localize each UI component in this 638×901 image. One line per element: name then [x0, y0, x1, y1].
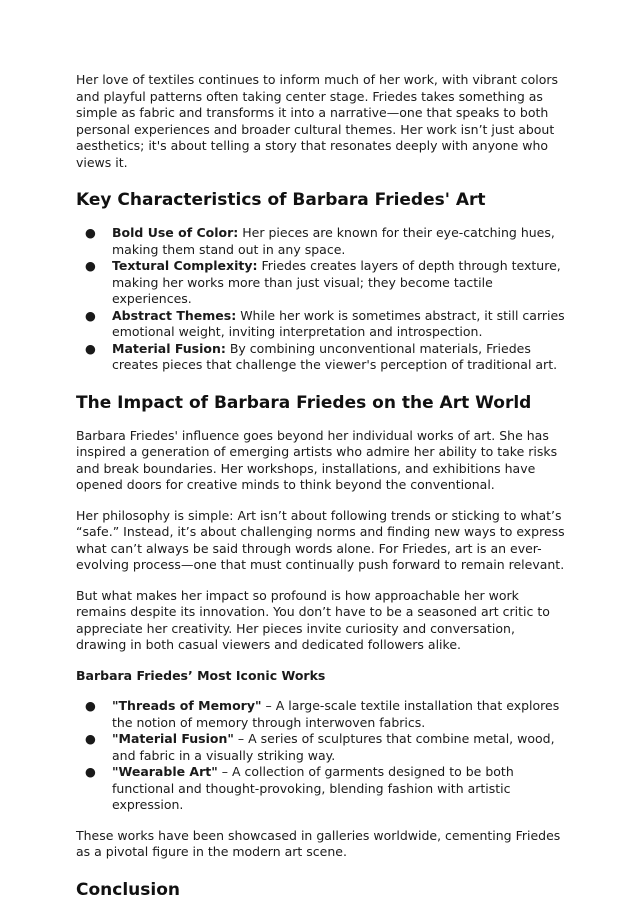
list-item — [85, 764, 568, 814]
bullet-icon: ● — [85, 225, 96, 240]
item-text: While her work is sometimes abstract, it still carries emotional weight, inviting interpretation and introspection. — [112, 307, 565, 339]
iconic-works-heading: Barbara Friedes’ Most Iconic Works — [76, 667, 326, 683]
characteristics-list — [76, 225, 568, 374]
characteristics-heading: Key Characteristics of Barbara Friedes' Art — [76, 190, 486, 210]
list-item — [85, 698, 568, 731]
item-term: "Threads of Memory" — [112, 698, 262, 713]
bullet-icon: ● — [85, 307, 96, 323]
item-text: Her pieces are known for their eye-catching hues, making them stand out in any space. — [112, 225, 555, 257]
list-item — [85, 307, 568, 341]
bullet-icon: ● — [85, 258, 96, 273]
item-term: Abstract Themes: — [112, 307, 237, 323]
iconic-works-closing: These works have been showcased in galleries worldwide, cementing Friedes as a pivotal figure in the modern art scene. — [76, 827, 561, 859]
conclusion-heading: Conclusion — [76, 879, 180, 900]
item-text: By combining unconventional materials, Friedes creates pieces that challenge the viewer's perception of traditional art. — [112, 340, 558, 372]
item-text: – A large-scale textile installation that explores the notion of memory through interwoven fabrics. — [112, 698, 560, 730]
item-term: Material Fusion: — [112, 340, 226, 356]
item-term: "Wearable Art" — [112, 764, 218, 779]
item-term: Textural Complexity: — [112, 258, 258, 273]
iconic-works-list — [76, 698, 568, 814]
impact-paragraph: Barbara Friedes' influence goes beyond her individual works of art. She has inspired a generation of emerging artists who admire her ability to take risks and break boundaries. Her workshops, installations, and exhibitions have opened doors for creative minds to think beyond the conventional. — [76, 427, 558, 492]
impact-paragraph: Her philosophy is simple: Art isn’t about following trends or sticking to what’s “safe.” Instead, it’s about challenging norms and finding new ways to express what can’t always be said through words alone. For Friedes, art is an ever-evolving process—one that must continually push forward to remain relevant. — [76, 507, 565, 572]
list-item — [85, 225, 568, 258]
item-text: – A series of sculptures that combine metal, wood, and fabric in a visually striking way. — [112, 731, 555, 763]
impact-paragraph: But what makes her impact so profound is how approachable her work remains despite its innovation. You don’t have to be a seasoned art critic to appreciate her creativity. Her pieces invite curiosity and conversation, drawing in both casual viewers and dedicated followers alike. — [76, 587, 550, 652]
bullet-icon: ● — [85, 698, 96, 713]
bullet-icon: ● — [85, 764, 96, 779]
list-item — [85, 731, 568, 764]
item-term: "Material Fusion" — [112, 731, 234, 746]
item-text: – A collection of garments designed to be both functional and thought-provoking, blending fashion with artistic expression. — [112, 764, 514, 812]
item-term: Bold Use of Color: — [112, 225, 239, 240]
bullet-icon: ● — [85, 340, 96, 356]
bullet-icon: ● — [85, 731, 96, 746]
impact-heading: The Impact of Barbara Friedes on the Art World — [76, 392, 532, 413]
item-text: Friedes creates layers of depth through texture, making her works more than just visual; they become tactile experiences. — [112, 258, 561, 306]
list-item — [85, 340, 568, 374]
list-item — [85, 258, 568, 308]
intro-paragraph: Her love of textiles continues to inform much of her work, with vibrant colors and playful patterns often taking center stage. Friedes takes something as simple as fabric and transforms it into a narrative—one that speaks to both personal experiences and broader cultural themes. Her work isn’t just about aesthetics; it's about telling a story that resonates deeply with anyone who views it. — [76, 72, 559, 170]
